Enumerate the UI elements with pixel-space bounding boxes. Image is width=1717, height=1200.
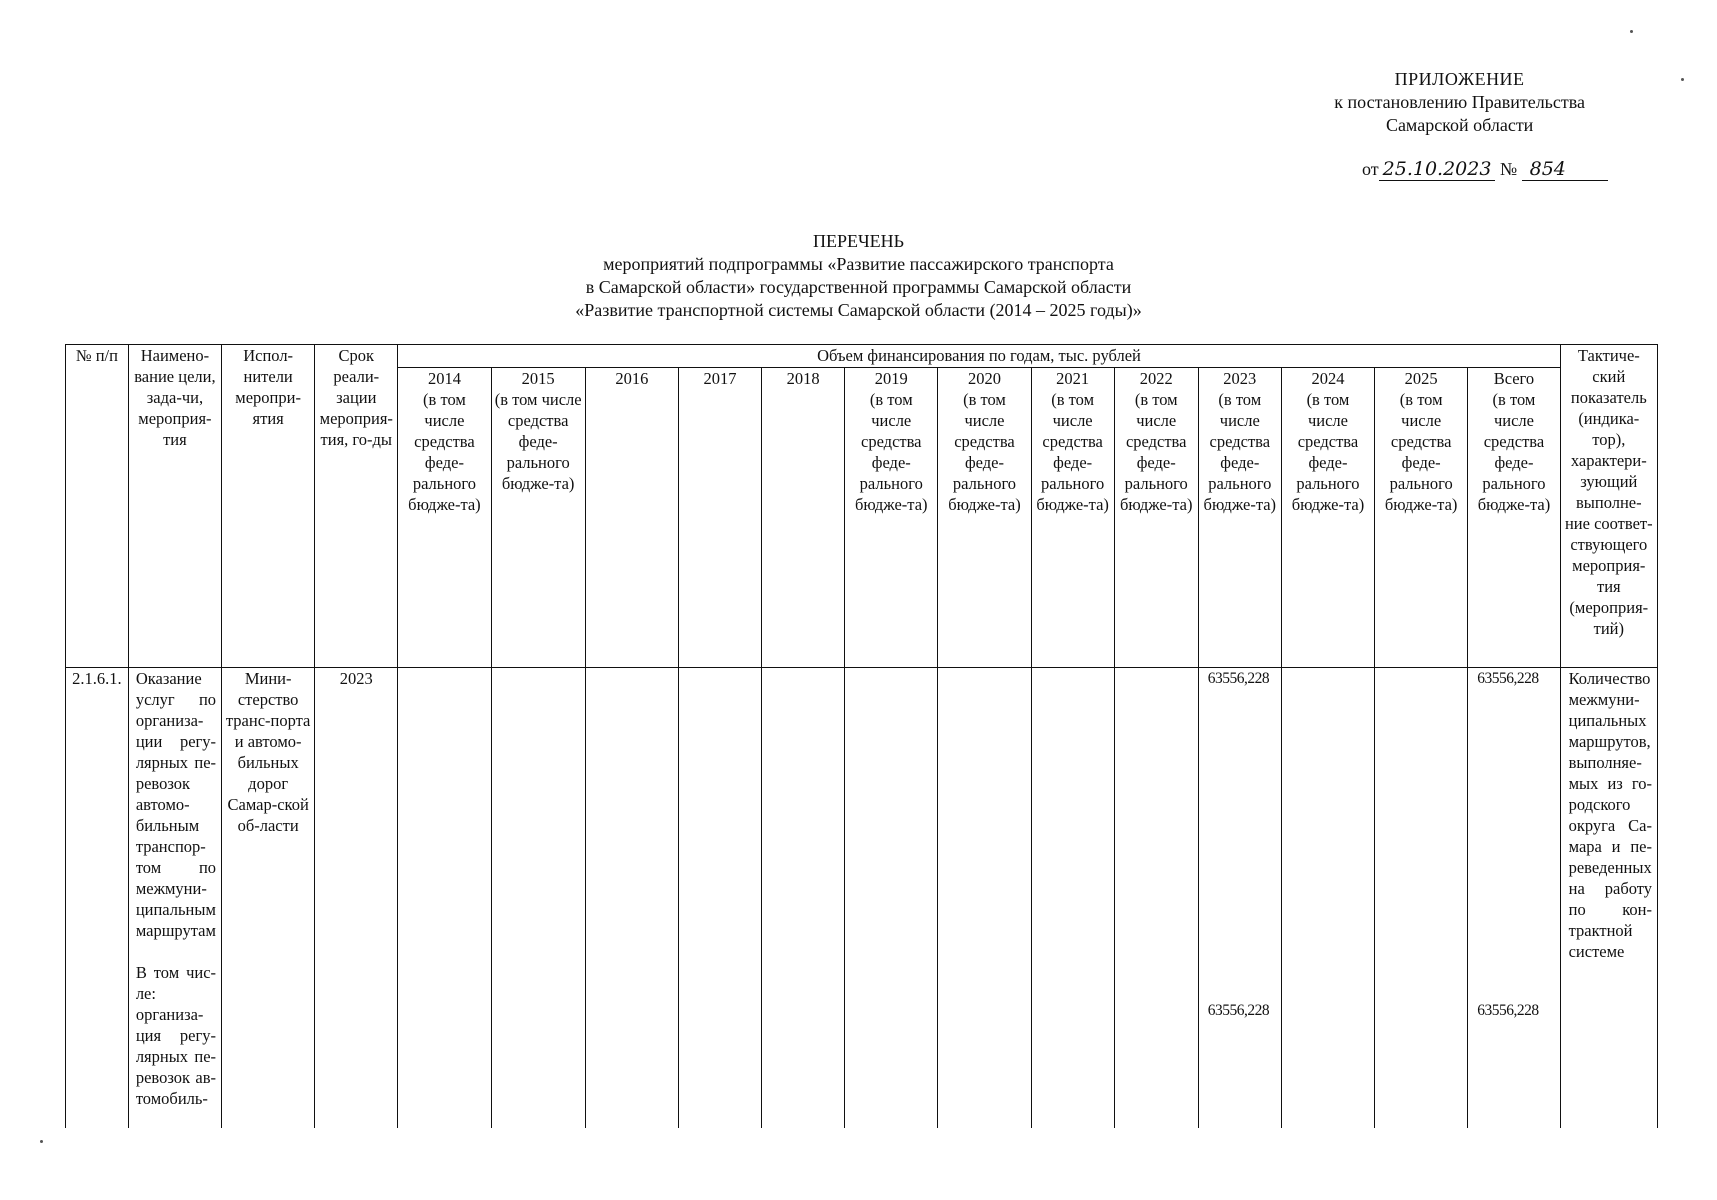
cell-2016 <box>585 668 678 1128</box>
header-year-0 <box>398 368 491 668</box>
heading-line-2: в Самарской области» государственной программы Самарской области <box>585 277 1132 297</box>
row-num: 2.1.6.1. <box>66 668 129 1128</box>
year-note: (в том числе средства феде-рального бюдже-та) <box>948 390 1021 514</box>
row-name-cell <box>128 668 221 1128</box>
header-name: Наимено-вание цели, зада-чи, мероприя-тия <box>128 345 221 668</box>
year-label: 2022 <box>1139 369 1173 388</box>
header-term: Срок реали-зации мероприя-тия, го-ды <box>315 345 398 668</box>
heading-title: ПЕРЕЧЕНЬ <box>812 231 905 251</box>
cell-2021 <box>1031 668 1114 1128</box>
decree-line <box>1362 158 1608 181</box>
amount-total-sub: 63556,228 <box>1477 1002 1539 1019</box>
year-note: (в том числе средства феде-рального бюдже-та) <box>408 390 481 514</box>
heading-line-1: мероприятий подпрограммы «Развитие пассажирского транспорта <box>603 254 1114 274</box>
document-heading <box>0 230 1717 322</box>
decree-number: 854 <box>1529 158 1566 180</box>
header-funding: Объем финансирования по годам, тыс. рублей <box>398 345 1560 368</box>
header-year-7 <box>1031 368 1114 668</box>
year-note: (в том числе средства феде-рального бюдже-та) <box>855 390 928 514</box>
measures-table <box>65 344 1658 1128</box>
year-label: 2019 <box>874 369 908 388</box>
scan-speck <box>1630 30 1633 33</box>
cell-2025 <box>1375 668 1468 1128</box>
header-year-4 <box>762 368 845 668</box>
year-label: 2017 <box>703 369 737 388</box>
heading-line-3: «Развитие транспортной системы Самарской области (2014 – 2025 годы)» <box>575 300 1142 320</box>
amount-2023-sub: 63556,228 <box>1207 1002 1270 1019</box>
header-year-8 <box>1114 368 1198 668</box>
year-label: 2015 <box>521 369 555 388</box>
header-executors: Испол-нители меропри-ятия <box>222 345 315 668</box>
decree-from-label: от <box>1362 159 1379 179</box>
year-label: Всего <box>1493 369 1535 388</box>
header-year-1 <box>491 368 585 668</box>
row-name-sub: В том чис-ле: организа-ция регу-лярных пе-ревозок ав-томобиль- <box>135 963 217 1108</box>
cell-2018 <box>762 668 845 1128</box>
header-year-9 <box>1198 368 1281 668</box>
header-year-3 <box>679 368 762 668</box>
header-indicator: Тактиче-ский показатель (индика-тор), характери-зующий выполне-ние соответ-ствующего мероприя-тия (мероприя-тий) <box>1560 345 1657 668</box>
amount-2023: 63556,228 <box>1207 670 1270 687</box>
header-year-2 <box>585 368 678 668</box>
row-term: 2023 <box>315 668 398 1128</box>
year-note: (в том числе средства феде-рального бюдже-та) <box>494 390 582 493</box>
year-note: (в том числе средства феде-рального бюдже-та) <box>1036 390 1109 514</box>
row-indicator: Количество межмуни-ципальных маршрутов, выполняе-мых из го-родского округа Са-мара и пе-реведенных на работу по кон-трактной системе <box>1560 668 1657 1128</box>
cell-total <box>1468 668 1560 1128</box>
cell-2024 <box>1281 668 1374 1128</box>
cell-2017 <box>679 668 762 1128</box>
year-label: 2018 <box>786 369 820 388</box>
year-label: 2023 <box>1223 369 1257 388</box>
cell-2014 <box>398 668 491 1128</box>
header-year-10 <box>1281 368 1374 668</box>
appendix-block <box>1334 68 1585 137</box>
year-note: (в том числе средства феде-рального бюдже-та) <box>1119 390 1193 514</box>
year-label: 2020 <box>967 369 1001 388</box>
year-label: 2024 <box>1311 369 1345 388</box>
appendix-line-1: к постановлению Правительства <box>1334 92 1585 112</box>
year-label: 2021 <box>1056 369 1090 388</box>
appendix-line-2: Самарской области <box>1385 115 1534 135</box>
year-note: (в том числе средства феде-рального бюдже-та) <box>1384 390 1458 514</box>
decree-number-label: № <box>1499 159 1518 179</box>
header-num: № п/п <box>66 345 129 668</box>
scan-speck <box>1681 78 1684 81</box>
year-note: (в том числе средства феде-рального бюдже-та) <box>1291 390 1365 514</box>
cell-2015 <box>491 668 585 1128</box>
decree-date: 25.10.2023 <box>1379 158 1496 181</box>
scan-speck <box>40 1140 43 1143</box>
year-label: 2014 <box>427 369 461 388</box>
header-year-5 <box>845 368 938 668</box>
cell-2020 <box>938 668 1031 1128</box>
amount-total: 63556,228 <box>1477 670 1539 687</box>
cell-2022 <box>1114 668 1198 1128</box>
year-note: (в том числе средства феде-рального бюдже-та) <box>1203 390 1277 514</box>
row-name: Оказание услуг по организа-ции регу-лярных пе-ревозок автомо-бильным транспор-том по межмуни-ципальным маршрутам <box>135 669 217 940</box>
cell-2019 <box>845 668 938 1128</box>
year-label: 2025 <box>1404 369 1438 388</box>
header-year-11 <box>1375 368 1468 668</box>
appendix-title: ПРИЛОЖЕНИЕ <box>1394 69 1525 89</box>
year-note: (в том числе средства феде-рального бюдже-та) <box>1477 390 1551 514</box>
year-label: 2016 <box>615 369 649 388</box>
cell-2023 <box>1198 668 1281 1128</box>
header-year-6 <box>938 368 1031 668</box>
row-executor: Мини-стерство транс-порта и автомо-бильных дорог Самар-ской об-ласти <box>222 668 315 1128</box>
header-year-12 <box>1468 368 1560 668</box>
